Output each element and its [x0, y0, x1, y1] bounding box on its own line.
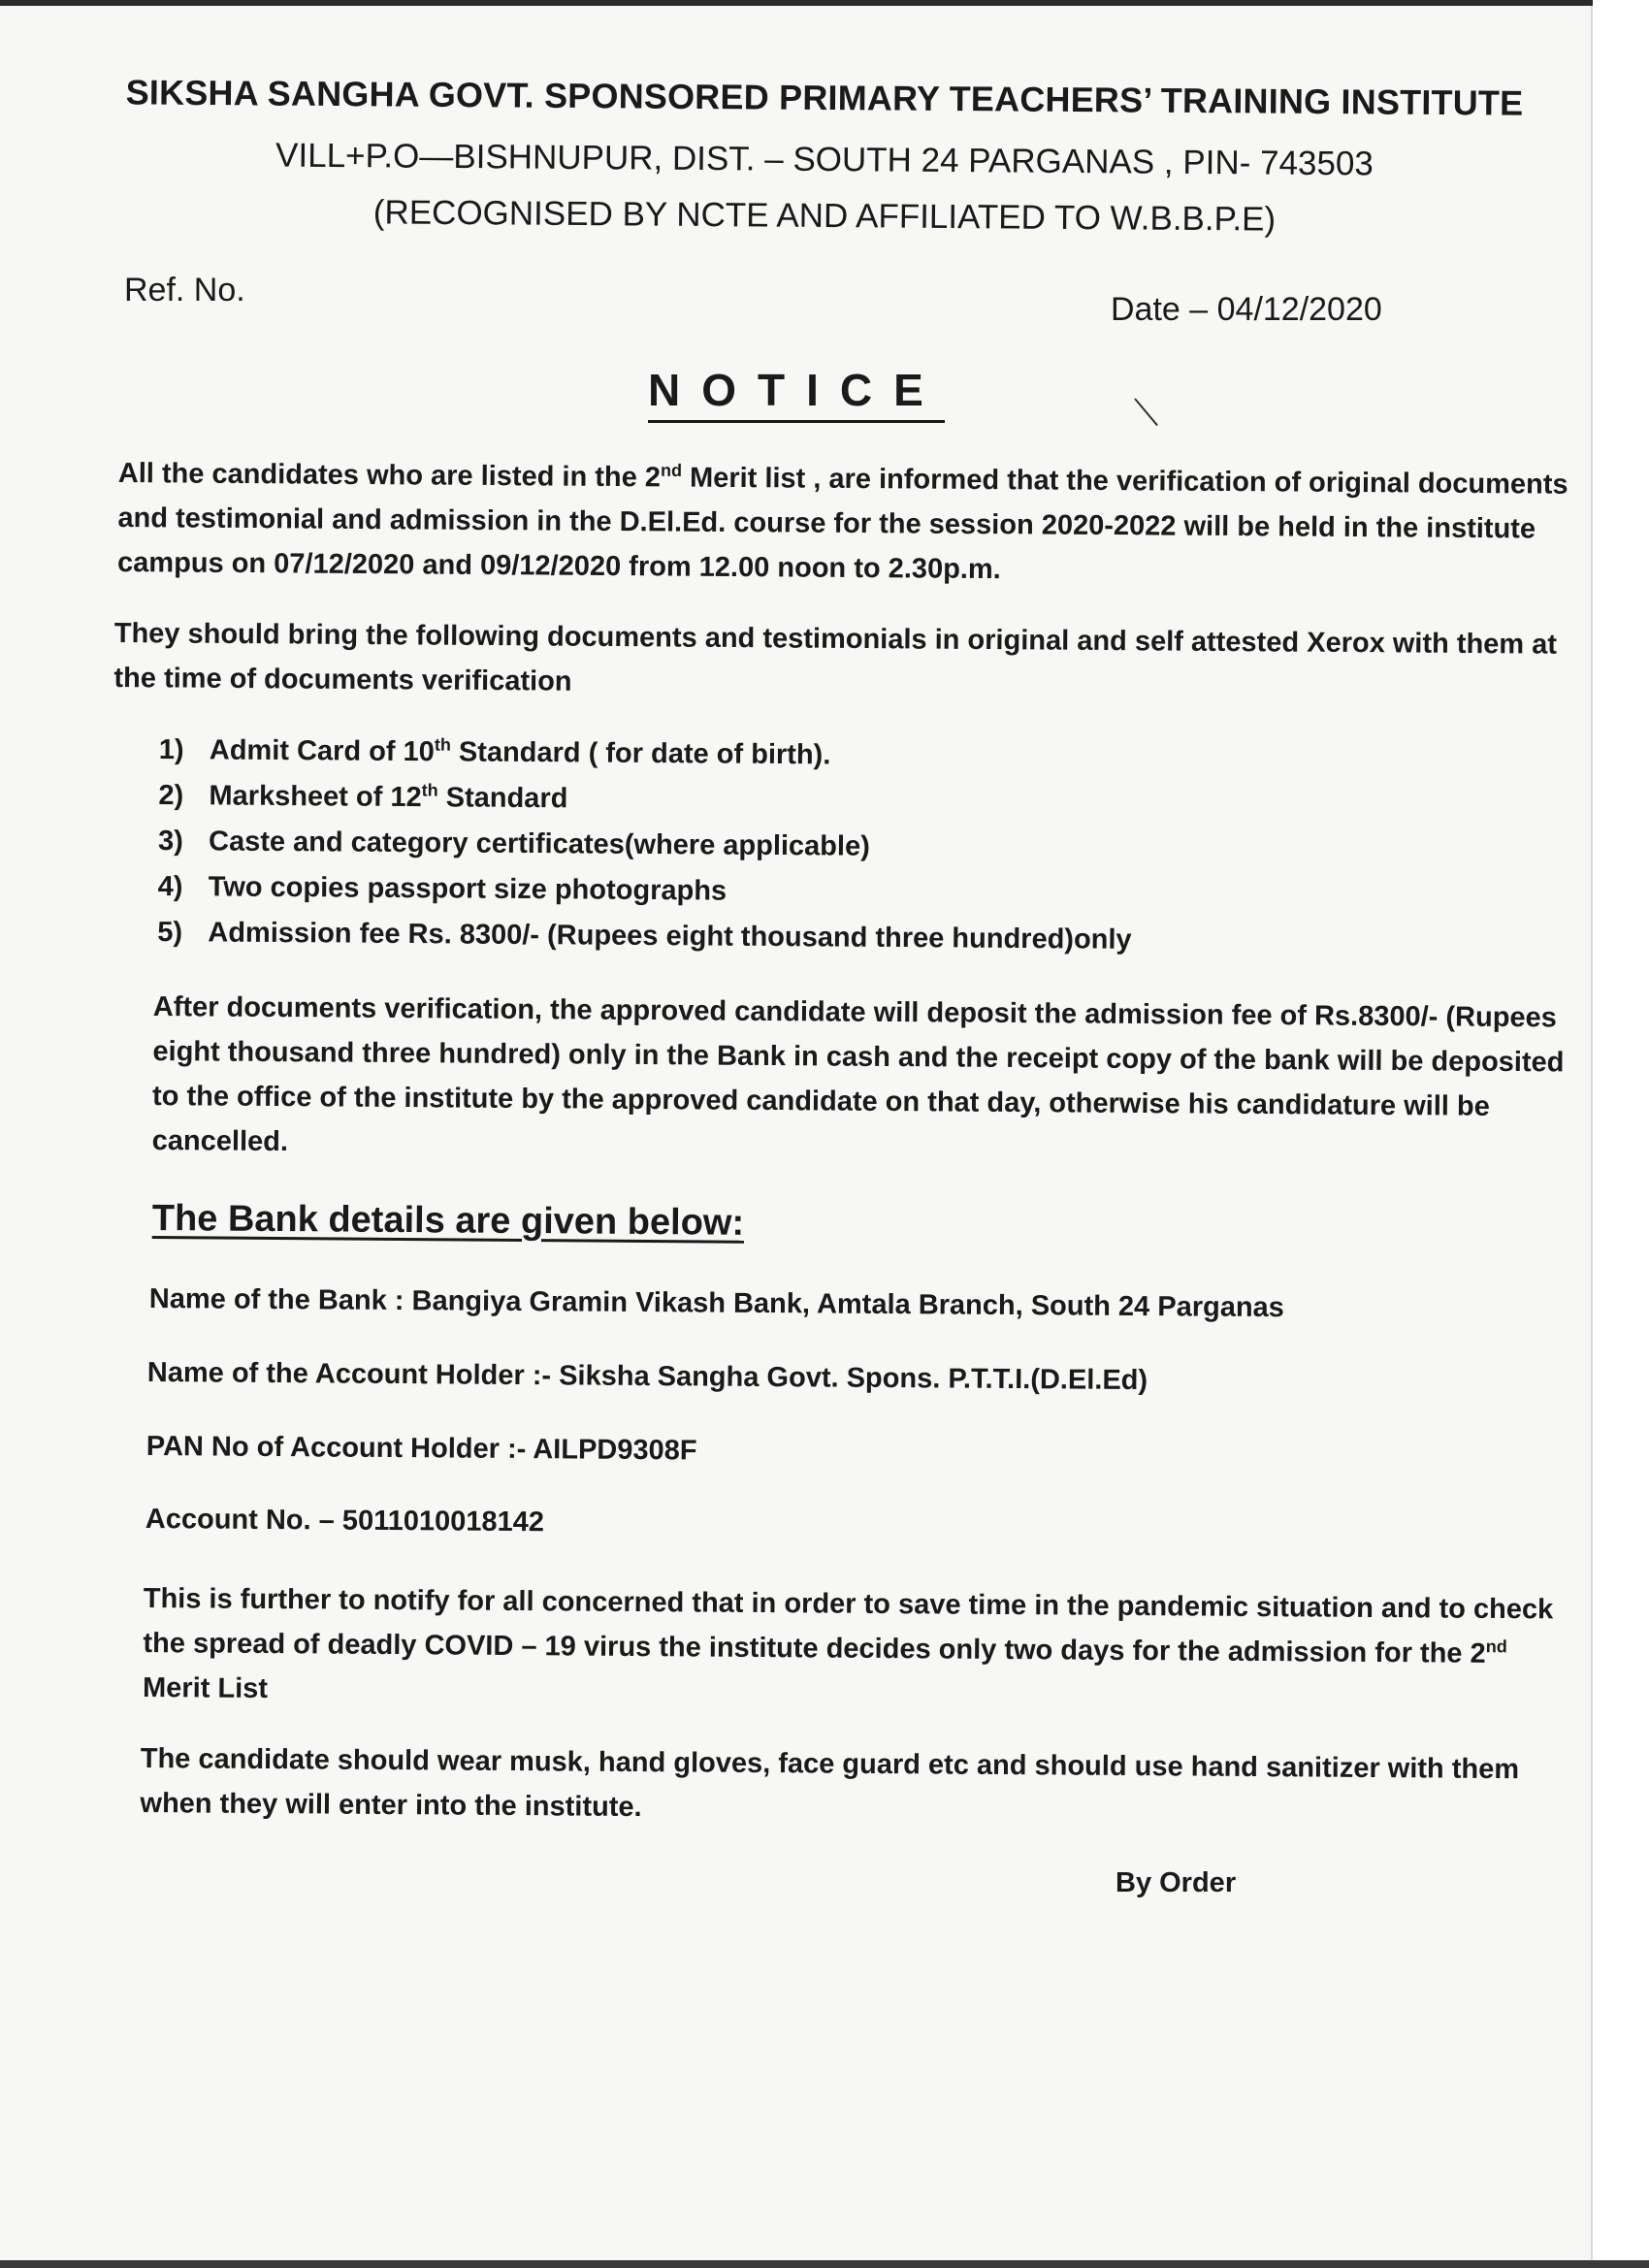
- paragraph-line: They should bring the following documents and testimonials in original and self attested Xerox with them at: [113, 617, 1558, 661]
- text-run: Merit list , are informed that the verification of original documents: [681, 462, 1568, 501]
- list-number: 3): [157, 825, 184, 858]
- signoff: By Order: [1116, 1867, 1237, 1898]
- list-item: [158, 819, 1133, 872]
- paragraph-line: campus on 07/12/2020 and 09/12/2020 from 12.00 noon to 2.30p.m.: [116, 546, 1001, 586]
- text-run: Standard ( for date of birth).: [450, 736, 831, 771]
- pan-number: PAN No of Account Holder :- AILPD9308F: [146, 1431, 697, 1467]
- paragraph-verification-schedule: [117, 451, 1602, 597]
- list-item: [158, 773, 1133, 826]
- list-item: [157, 910, 1132, 963]
- text-run: Caste and category certificates(where applicable): [208, 826, 870, 862]
- paragraph-line: the time of documents verification: [113, 662, 572, 697]
- superscript: th: [434, 734, 451, 755]
- list-number: 1): [158, 733, 184, 766]
- paragraph-fee-deposit: [152, 985, 1608, 1175]
- paragraph-documents-intro: [113, 611, 1599, 712]
- paragraph-line: to the office of the institute by the approved candidate on that day, otherwise his candidature will be: [151, 1080, 1490, 1122]
- superscript: nd: [660, 460, 683, 480]
- text-run: Marksheet of 12: [209, 780, 422, 814]
- paragraph-line: when they will enter into the institute.: [140, 1787, 642, 1824]
- list-item: [159, 728, 1134, 781]
- notice-heading: NOTICE: [648, 364, 945, 423]
- text-run: Two copies passport size photographs: [208, 871, 728, 907]
- paragraph-line: This is further to notify for all concerned that in order to save time in the pandemic situation and to check: [143, 1582, 1554, 1626]
- bank-name: Name of the Bank : Bangiya Gramin Vikash Bank, Amtala Branch, South 24 Parganas: [148, 1283, 1284, 1324]
- text-run: All the candidates who are listed in the 2: [117, 457, 662, 494]
- superscript: nd: [1485, 1636, 1507, 1657]
- paragraph-line: The candidate should wear musk, hand gloves, face guard etc and should use hand sanitizer with them: [140, 1742, 1520, 1786]
- list-number: 2): [158, 779, 184, 812]
- superscript: th: [421, 780, 438, 800]
- documents-list: [157, 728, 1133, 963]
- text-run: Standard: [437, 782, 568, 815]
- list-item: [158, 864, 1133, 918]
- scan-edge-bottom: [0, 2260, 1649, 2268]
- institute-title: SIKSHA SANGHA GOVT. SPONSORED PRIMARY TEACHERS’ TRAINING INSTITUTE: [125, 72, 1524, 123]
- institute-recognition: (RECOGNISED BY NCTE AND AFFILIATED TO W.B.B.P.E): [372, 193, 1277, 239]
- account-number: Account No. – 5011010018142: [145, 1504, 545, 1539]
- scan-edge-top: [0, 0, 1649, 6]
- paragraph-safety-instructions: [140, 1736, 1615, 1837]
- list-number: 5): [157, 916, 183, 949]
- notice-date: Date – 04/12/2020: [1111, 291, 1382, 328]
- paragraph-line: After documents verification, the approved candidate will deposit the admission fee of Rs.8300/- (Rupees: [152, 990, 1558, 1034]
- text-run: the spread of deadly COVID – 19 virus the institute decides only two days for the admission for the 2: [143, 1627, 1486, 1669]
- text-run: Admit Card of 10: [209, 734, 435, 768]
- list-number: 4): [157, 870, 183, 903]
- account-holder: Name of the Account Holder :- Siksha Sangha Govt. Spons. P.T.T.I.(D.El.Ed): [146, 1357, 1148, 1397]
- paragraph-covid-notice: [143, 1576, 1618, 1722]
- bank-details-heading: The Bank details are given below:: [151, 1198, 745, 1244]
- institute-address: VILL+P.O—BISHNUPUR, DIST. – SOUTH 24 PARGANAS , PIN- 743503: [275, 136, 1374, 183]
- paragraph-line: cancelled.: [151, 1124, 289, 1158]
- paragraph-line: Merit List: [142, 1671, 269, 1705]
- reference-number: Ref. No.: [124, 272, 245, 308]
- text-run: Admission fee Rs. 8300/- (Rupees eight thousand three hundred)only: [208, 917, 1132, 956]
- paragraph-line: and testimonial and admission in the D.El.Ed. course for the session 2020-2022 will be held in the institute: [117, 502, 1536, 545]
- paragraph-line: eight thousand three hundred) only in the Bank in cash and the receipt copy of the bank will be deposited: [152, 1035, 1565, 1079]
